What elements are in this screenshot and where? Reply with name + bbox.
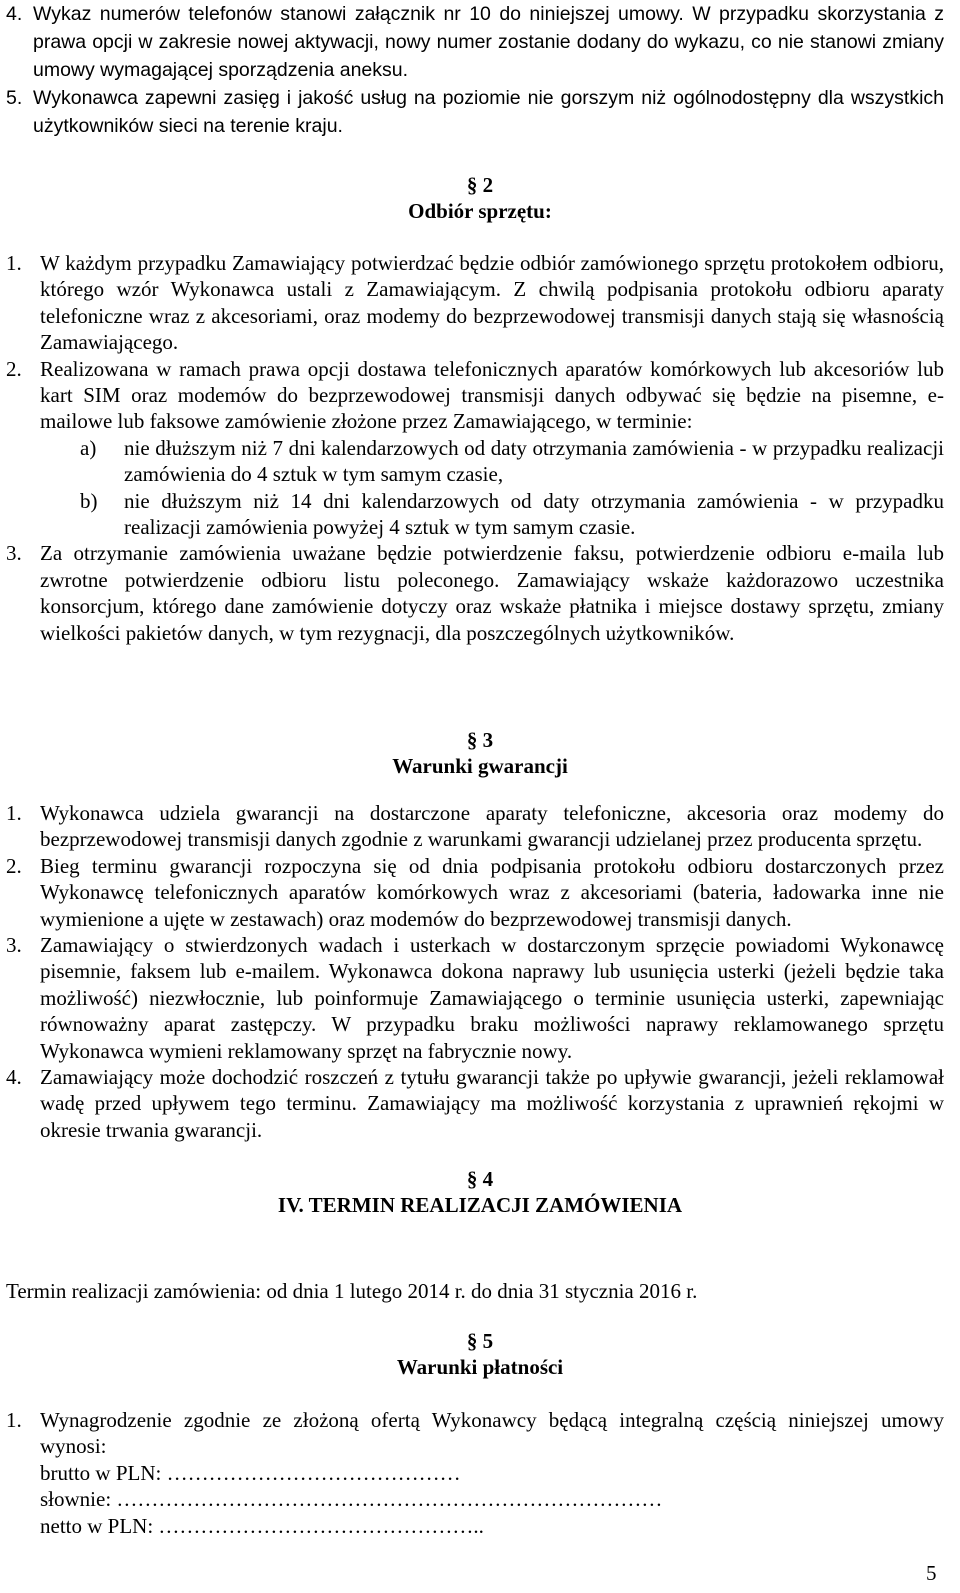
item-text: Wykonawca zapewni zasięg i jakość usług na poziomie nie gorszym niż ogólnodostępny dla wszystkich użytkowników sieci na terenie kraju. (33, 87, 944, 137)
section-5-body (0, 1407, 944, 1539)
item-number: 1. (6, 801, 22, 825)
sub-item-text: nie dłuższym niż 14 dni kalendarzowych od daty otrzymania zamówienia - w przypadku realizacji zamówienia powyżej 4 sztuk w tym samym czasie. (124, 488, 944, 540)
item-number: 2. (6, 853, 22, 878)
item-text: Wynagrodzenie zgodnie ze złożoną ofertą Wykonawcy będącą integralną częścią niniejszej umowy wynosi: (40, 1408, 944, 1459)
item-text: Realizowana w ramach prawa opcji dostawa telefonicznych aparatów komórkowych lub akcesoriów lub kart SIM oraz modemów do bezprzewodowej transmisji danych odbywać się będzie na pisemne, e-mailowe lub faksowe zamówienie złożone przez Zamawiającego, w terminie: (40, 356, 944, 434)
section-title: Warunki płatności (396, 1355, 564, 1380)
section-symbol: § 3 (466, 728, 494, 752)
section-symbol: § 4 (466, 1167, 494, 1191)
item-number: 5. (6, 87, 23, 109)
section-symbol: § 2 (466, 173, 494, 197)
list-item (6, 800, 944, 853)
section-symbol: § 5 (466, 1329, 494, 1353)
section-2-body (0, 250, 944, 646)
list-item (6, 0, 944, 84)
section-title: Warunki gwarancji (392, 754, 568, 779)
section-5-heading (0, 1328, 960, 1381)
page-number: 5 (926, 1561, 937, 1585)
item-text: Zamawiający o stwierdzonych wadach i usterkach w dostarczonym sprzęcie powiadomi Wykonawcę pisemnie, faksem lub e-mailem. Wykonawca dokona naprawy lub usunięcia usterki (jeżeli będzie taka możliwość) niezwłocznie, lub poinformuje Zamawiającego o terminie usunięcia usterki, zapewniając równoważny aparat zastępczy. W przypadku braku możliwości naprawy reklamowanego sprzętu Wykonawca wymieni reklamowany sprzęt na fabrycznie nowy. (40, 933, 944, 1063)
sub-list-item (80, 488, 944, 541)
list-item (6, 250, 944, 356)
gross-amount-line: brutto w PLN: …………………………………… (40, 1460, 461, 1485)
list-item (6, 853, 944, 932)
amount-in-words-line: słownie: …………………………………………………………………… (40, 1487, 663, 1512)
item-number: 3. (6, 541, 22, 566)
list-item (6, 356, 944, 435)
item-text: Wykaz numerów telefonów stanowi załącznik nr 10 do niniejszej umowy. W przypadku skorzystania z prawa opcji w zakresie nowej aktywacji, nowy numer zostanie dodany do wykazu, co nie stanowi zmiany umowy wymagającej sporządzenia aneksu. (33, 3, 944, 81)
sub-list-item (80, 435, 944, 488)
list-item (6, 84, 944, 140)
net-amount-line: netto w PLN: ……………………………………….. (40, 1513, 484, 1538)
section-title: IV. TERMIN REALIZACJI ZAMÓWIENIA (277, 1193, 683, 1218)
section-title: Odbiór sprzętu: (408, 199, 552, 224)
item-text: Bieg terminu gwarancji rozpoczyna się od dnia podpisania protokołu odbioru dostarczonych przez Wykonawcę telefonicznych aparatów komórkowych wraz z akcesoriami (bateria, ładowarka inne nie wymienione a ujęte w zestawach) oraz modemów do bezprzewodowej transmisji danych. (40, 853, 944, 931)
section-4-heading (0, 1166, 960, 1219)
item-number: 2. (6, 356, 22, 381)
item-number: 1. (6, 251, 22, 275)
delivery-term-text: Termin realizacji zamówienia: od dnia 1 lutego 2014 r. do dnia 31 stycznia 2016 r. (6, 1279, 698, 1303)
item-number: 3. (6, 933, 22, 958)
item-text: Za otrzymanie zamówienia uważane będzie potwierdzenie faksu, potwierdzenie odbioru e-maila lub zwrotne potwierdzenie odbioru listu poleconego. Zamawiający wskaże każdorazowo uczestnika konsorcjum, którego dane zamówienie dotyczy oraz wskaże płatnika i miejsce dostawy sprzętu, zmiany wielkości pakietów danych, w tym rezygnacji, dla poszczególnych użytkowników. (40, 541, 944, 645)
item-text: W każdym przypadku Zamawiający potwierdzać będzie odbiór zamówionego sprzętu protokołem odbioru, którego wzór Wykonawca ustali z Zamawiającym. Z chwilą podpisania protokołu odbioru aparaty telefoniczne wraz z akcesoriami, oraz modemy do bezprzewodowej transmisji danych stają się własnością Zamawiającego. (40, 251, 944, 355)
sub-item-text: nie dłuższym niż 7 dni kalendarzowych od daty otrzymania zamówienia - w przypadku realizacji zamówienia do 4 sztuk w tym samym czasie, (124, 435, 944, 487)
list-item (6, 932, 944, 1064)
section-3-heading (0, 727, 960, 780)
section-3-body (0, 800, 944, 1143)
list-item (6, 1064, 944, 1143)
section-2-heading (0, 172, 960, 225)
list-item (6, 540, 944, 646)
item-text: Wykonawca udziela gwarancji na dostarczone aparaty telefoniczne, akcesoria oraz modemy do bezprzewodowej transmisji danych zgodnie z warunkami gwarancji udzielanej przez producenta sprzętu. (40, 801, 944, 852)
item-number: 4. (6, 1065, 22, 1090)
list-item (6, 1407, 944, 1460)
item-number: 4. (6, 3, 23, 25)
sub-item-letter: b) (80, 488, 98, 513)
sub-item-letter: a) (80, 435, 97, 460)
item-number: 1. (6, 1408, 22, 1432)
contract-list-continued (0, 0, 944, 140)
item-text: Zamawiający może dochodzić roszczeń z tytułu gwarancji także po upływie gwarancji, jeżeli reklamował wadę przed upływem tego terminu. Zamawiający ma możliwość korzystania z uprawnień rękojmi w okresie trwania gwarancji. (40, 1065, 944, 1142)
